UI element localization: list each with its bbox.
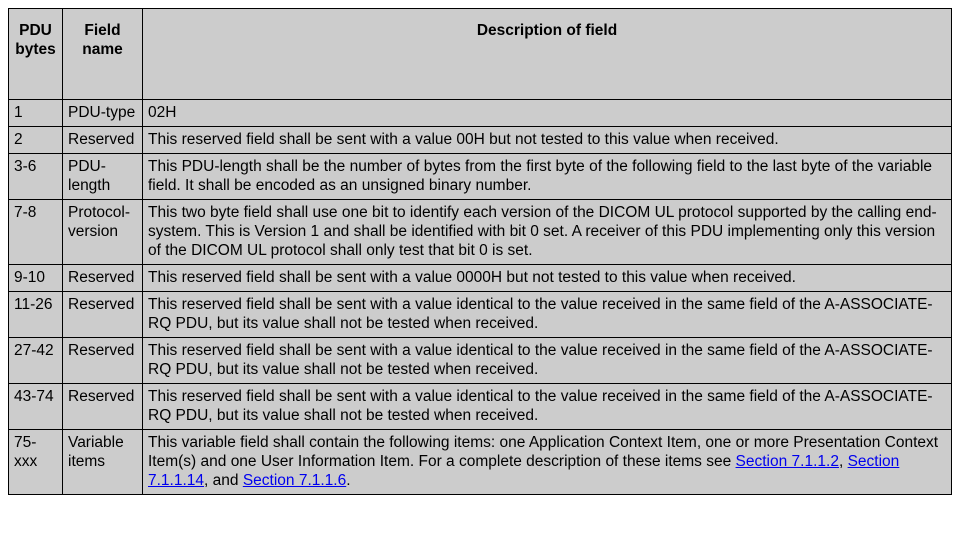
cell-description: This reserved field shall be sent with a value identical to the value received in the same field of the A-ASSOCIATE-RQ PDU, but its value shall not be tested when received. [143,338,952,384]
cell-field-name: Reserved [63,265,143,292]
cell-description [143,430,952,495]
cell-field-name: Protocol-version [63,200,143,265]
cell-pdu-bytes: 11-26 [9,292,63,338]
cell-field-name: Variable items [63,430,143,495]
table-row [9,430,952,495]
table-row [9,338,952,384]
header-pdu-bytes: PDU bytes [9,9,63,100]
separator-text: , [838,453,848,470]
cell-field-name: Reserved [63,127,143,154]
cell-pdu-bytes: 3-6 [9,154,63,200]
cell-description: This two byte field shall use one bit to identify each version of the DICOM UL protocol supported by the calling end-system. This is Version 1 and shall be identified with bit 0 set. A receiver of this PDU implementing only this version of the DICOM UL protocol shall only test that bit 0 is set. [143,200,952,265]
cell-field-name: Reserved [63,384,143,430]
table-row [9,292,952,338]
table-row [9,200,952,265]
table-header-row [9,9,952,100]
table-row [9,265,952,292]
cell-description: This reserved field shall be sent with a value identical to the value received in the same field of the A-ASSOCIATE-RQ PDU, but its value shall not be tested when received. [143,384,952,430]
cell-description: This reserved field shall be sent with a value 0000H but not tested to this value when received. [143,265,952,292]
cell-pdu-bytes: 9-10 [9,265,63,292]
table-row [9,100,952,127]
cell-pdu-bytes: 1 [9,100,63,127]
cell-field-name: Reserved [63,292,143,338]
table-row [9,154,952,200]
cell-description: 02H [143,100,952,127]
section-7-1-1-6-link[interactable]: Section 7.1.1.6 [242,472,347,489]
cell-pdu-bytes: 2 [9,127,63,154]
cell-description: This PDU-length shall be the number of bytes from the first byte of the following field to the last byte of the variable field. It shall be encoded as an unsigned binary number. [143,154,952,200]
cell-pdu-bytes: 7-8 [9,200,63,265]
cell-description: This reserved field shall be sent with a value 00H but not tested to this value when received. [143,127,952,154]
table-row [9,127,952,154]
header-field-name: Field name [63,9,143,100]
cell-pdu-bytes: 27-42 [9,338,63,384]
section-7-1-1-2-link[interactable]: Section 7.1.1.2 [735,453,839,470]
cell-pdu-bytes: 75-xxx [9,430,63,495]
cell-field-name: PDU-type [63,100,143,127]
suffix-text: . [346,472,351,489]
section-7-1-1-14-link[interactable]: Section 7.1.1.14 [148,453,900,489]
cell-description: This reserved field shall be sent with a value identical to the value received in the same field of the A-ASSOCIATE-RQ PDU, but its value shall not be tested when received. [143,292,952,338]
description-text: This variable field shall contain the following items: one Application Context Item, one or more Presentation Context Item(s) and one User Information Item. For a complete description of these items see [148,434,939,470]
cell-field-name: Reserved [63,338,143,384]
cell-pdu-bytes: 43-74 [9,384,63,430]
pdu-structure-table [8,8,952,495]
header-description: Description of field [143,9,952,100]
cell-field-name: PDU-length [63,154,143,200]
separator-text: , and [204,472,243,489]
table-row [9,384,952,430]
